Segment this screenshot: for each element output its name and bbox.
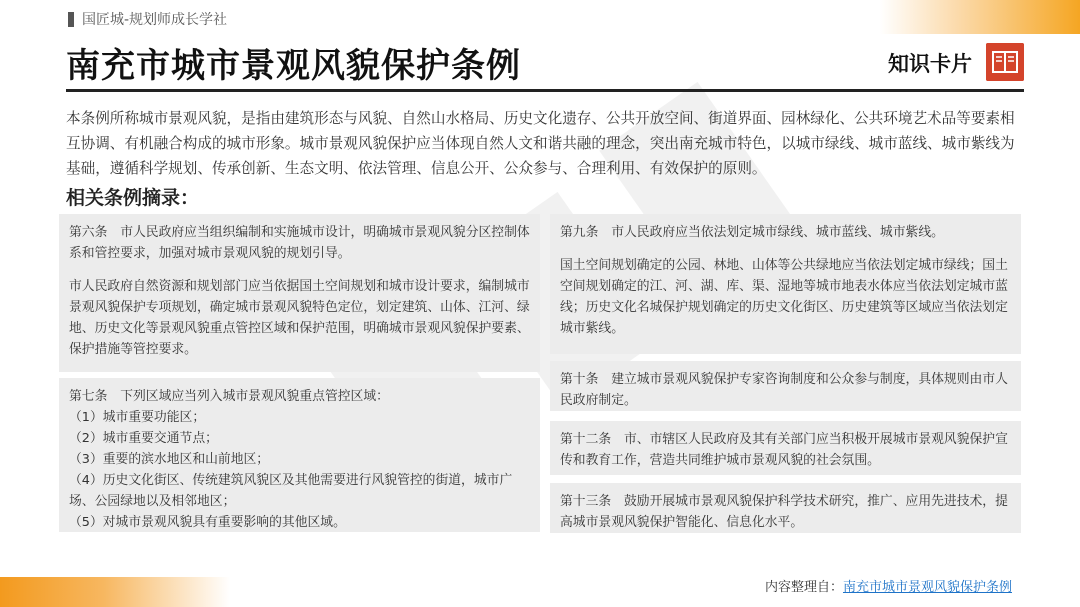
article-10-box: [550, 361, 1021, 411]
article-7-item: （3）重要的滨水地区和山前地区；: [69, 452, 270, 467]
article-12-text: 第十二条 市、市辖区人民政府及其有关部门应当积极开展城市景观风貌保护宣传和教育工作，营造共同维护城市景观风貌的社会氛围。: [560, 432, 1008, 468]
article-13-box: [550, 483, 1021, 533]
article-10-text: 第十条 建立城市景观风貌保护专家咨询制度和公众参与制度，具体规则由市人民政府制定。: [560, 372, 1008, 408]
article-7-item: （4）历史文化街区、传统建筑风貌区及其他需要进行风貌管控的街道，城市广场、公园绿地以及相邻地区；: [69, 473, 513, 509]
article-9-detail: 国土空间规划确定的公园、林地、山体等公共绿地应当依法划定城市绿线；国土空间规划确定的江、河、湖、库、渠、湿地等城市地表水体应当依法划定城市蓝线；历史文化名城保护规划确定的历史文化街区、历史建筑等区域应当依法划定城市紫线。: [560, 258, 1008, 336]
page-title: 南充市城市景观风貌保护条例: [66, 46, 521, 86]
source-credit: [765, 576, 1012, 595]
article-13-text: 第十三条 鼓励开展城市景观风貌保护科学技术研究，推广、应用先进技术，提高城市景观风貌保护智能化、信息化水平。: [560, 494, 1008, 530]
article-6-text: 第六条 市人民政府应当组织编制和实施城市设计，明确城市景观风貌分区控制体系和管控要求，加强对城市景观风貌的规划引导。: [69, 225, 530, 261]
section-heading: 相关条例摘录：: [66, 187, 200, 209]
article-7-box: [59, 378, 540, 532]
knowledge-card-label: 知识卡片: [888, 52, 972, 76]
article-6-detail: 市人民政府自然资源和规划部门应当依据国土空间规划和城市设计要求，编制城市景观风貌保护专项规划，确定城市景观风貌特色定位，划定建筑、山体、江河、绿地、历史文化等景观风貌重点管控区域和保护范围，明确城市景观风貌保护要素、保护措施等管控要求。: [69, 279, 530, 357]
book-icon: [986, 43, 1024, 81]
source-link[interactable]: 南充市城市景观风貌保护条例: [842, 580, 1012, 595]
article-6-box: [59, 214, 540, 372]
article-7-item: （1）城市重要功能区；: [69, 410, 206, 425]
intro-paragraph: 本条例所称城市景观风貌，是指由建筑形态与风貌、自然山水格局、历史文化遗存、公共开放空间、街道界面、园林绿化、公共环境艺术品等要素相互协调、有机融合构成的城市形象。城市景观风貌保护应当体现自然人文和谐共融的理念，突出南充城市特色，以城市绿线、城市蓝线、城市紫线为基础，遵循科学规划、传承创新、生态文明、依法管理、信息公开、公众参与、合理利用、有效保护的原则。: [66, 110, 1015, 177]
article-7-item: （2）城市重要交通节点；: [69, 431, 218, 446]
brand-bar: [68, 9, 227, 29]
article-7-text: 第七条 下列区域应当列入城市景观风貌重点管控区域：: [69, 389, 389, 404]
credit-label: 内容整理自：: [764, 580, 843, 595]
article-12-box: [550, 421, 1021, 475]
article-9-box: [550, 214, 1021, 354]
bottom-left-accent: [0, 577, 230, 607]
article-9-text: 第九条 市人民政府应当依法划定城市绿线、城市蓝线、城市紫线。: [560, 225, 944, 240]
article-7-item: （5）对城市景观风貌具有重要影响的其他区域。: [69, 515, 346, 530]
title-divider: [66, 89, 1024, 92]
brand-mark: [68, 12, 74, 27]
brand-text: 国匠城-规划师成长学社: [82, 12, 228, 28]
top-right-accent: [880, 0, 1080, 34]
